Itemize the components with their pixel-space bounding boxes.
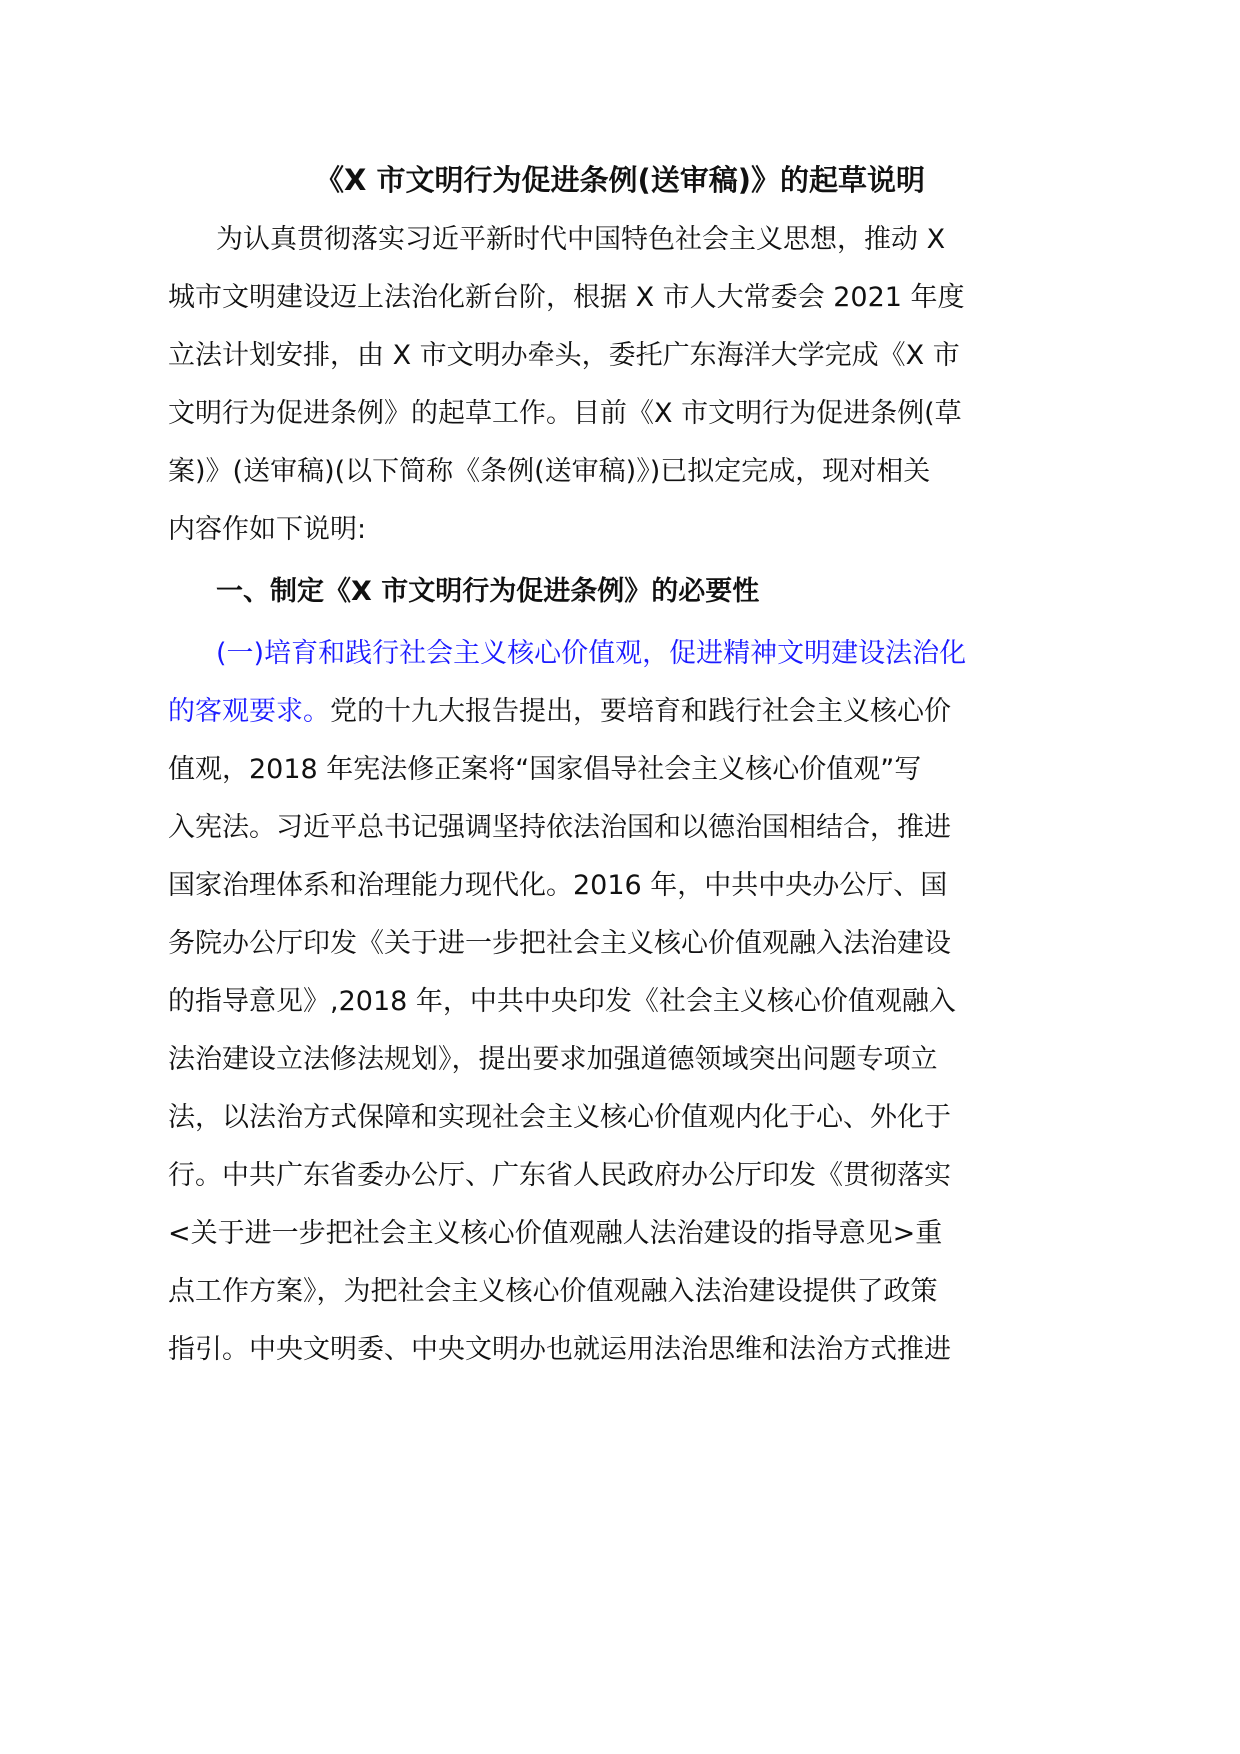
document-title: 《X 市文明行为促进条例(送审稿)》的起草说明 xyxy=(315,163,925,197)
body-line: 指引。中央文明委、中央文明办也就运用法治思维和法治方式推进 xyxy=(168,1334,951,1365)
intro-line: 文明行为促进条例》的起草工作。目前《X 市文明行为促进条例(草 xyxy=(168,398,962,429)
intro-line: 内容作如下说明: xyxy=(168,514,367,545)
body-line: 入宪法。习近平总书记强调坚持依法治国和以德治国相结合，推进 xyxy=(168,812,951,843)
subsection-heading-end: 的客观要求。 xyxy=(168,696,330,727)
body-line: 行。中共广东省委办公厅、广东省人民政府办公厅印发《贯彻落实 xyxy=(168,1160,951,1191)
intro-line: 立法计划安排，由 X 市文明办牵头，委托广东海洋大学完成《X 市 xyxy=(168,340,960,371)
body-line: 务院办公厅印发《关于进一步把社会主义核心价值观融入法治建设 xyxy=(168,928,951,959)
body-line: 国家治理体系和治理能力现代化。2016 年，中共中央办公厅、国 xyxy=(168,870,948,901)
body-line xyxy=(168,692,951,732)
intro-line: 案)》(送审稿)(以下简称《条例(送审稿)》)已拟定完成，现对相关 xyxy=(168,456,931,487)
intro-line: 为认真贯彻落实习近平新时代中国特色社会主义思想，推动 X xyxy=(216,224,946,255)
section-heading: 一、制定《X 市文明行为促进条例》的必要性 xyxy=(216,576,760,607)
body-text: 党的十九大报告提出，要培育和践行社会主义核心价 xyxy=(330,696,951,727)
body-line: 的指导意见》,2018 年，中共中央印发《社会主义核心价值观融入 xyxy=(168,986,956,1017)
body-line: 法治建设立法修法规划》，提出要求加强道德领域突出问题专项立 xyxy=(168,1044,938,1075)
subsection-heading: (一)培育和践行社会主义核心价值观，促进精神文明建设法治化 xyxy=(216,638,967,669)
body-line: <关于进一步把社会主义核心价值观融人法治建设的指导意见>重 xyxy=(168,1218,943,1249)
body-line: 值观，2018 年宪法修正案将“国家倡导社会主义核心价值观”写 xyxy=(168,754,922,785)
body-line: 点工作方案》，为把社会主义核心价值观融入法治建设提供了政策 xyxy=(168,1276,938,1307)
intro-line: 城市文明建设迈上法治化新台阶，根据 X 市人大常委会 2021 年度 xyxy=(168,282,965,313)
body-line: 法，以法治方式保障和实现社会主义核心价值观内化于心、外化于 xyxy=(168,1102,951,1133)
